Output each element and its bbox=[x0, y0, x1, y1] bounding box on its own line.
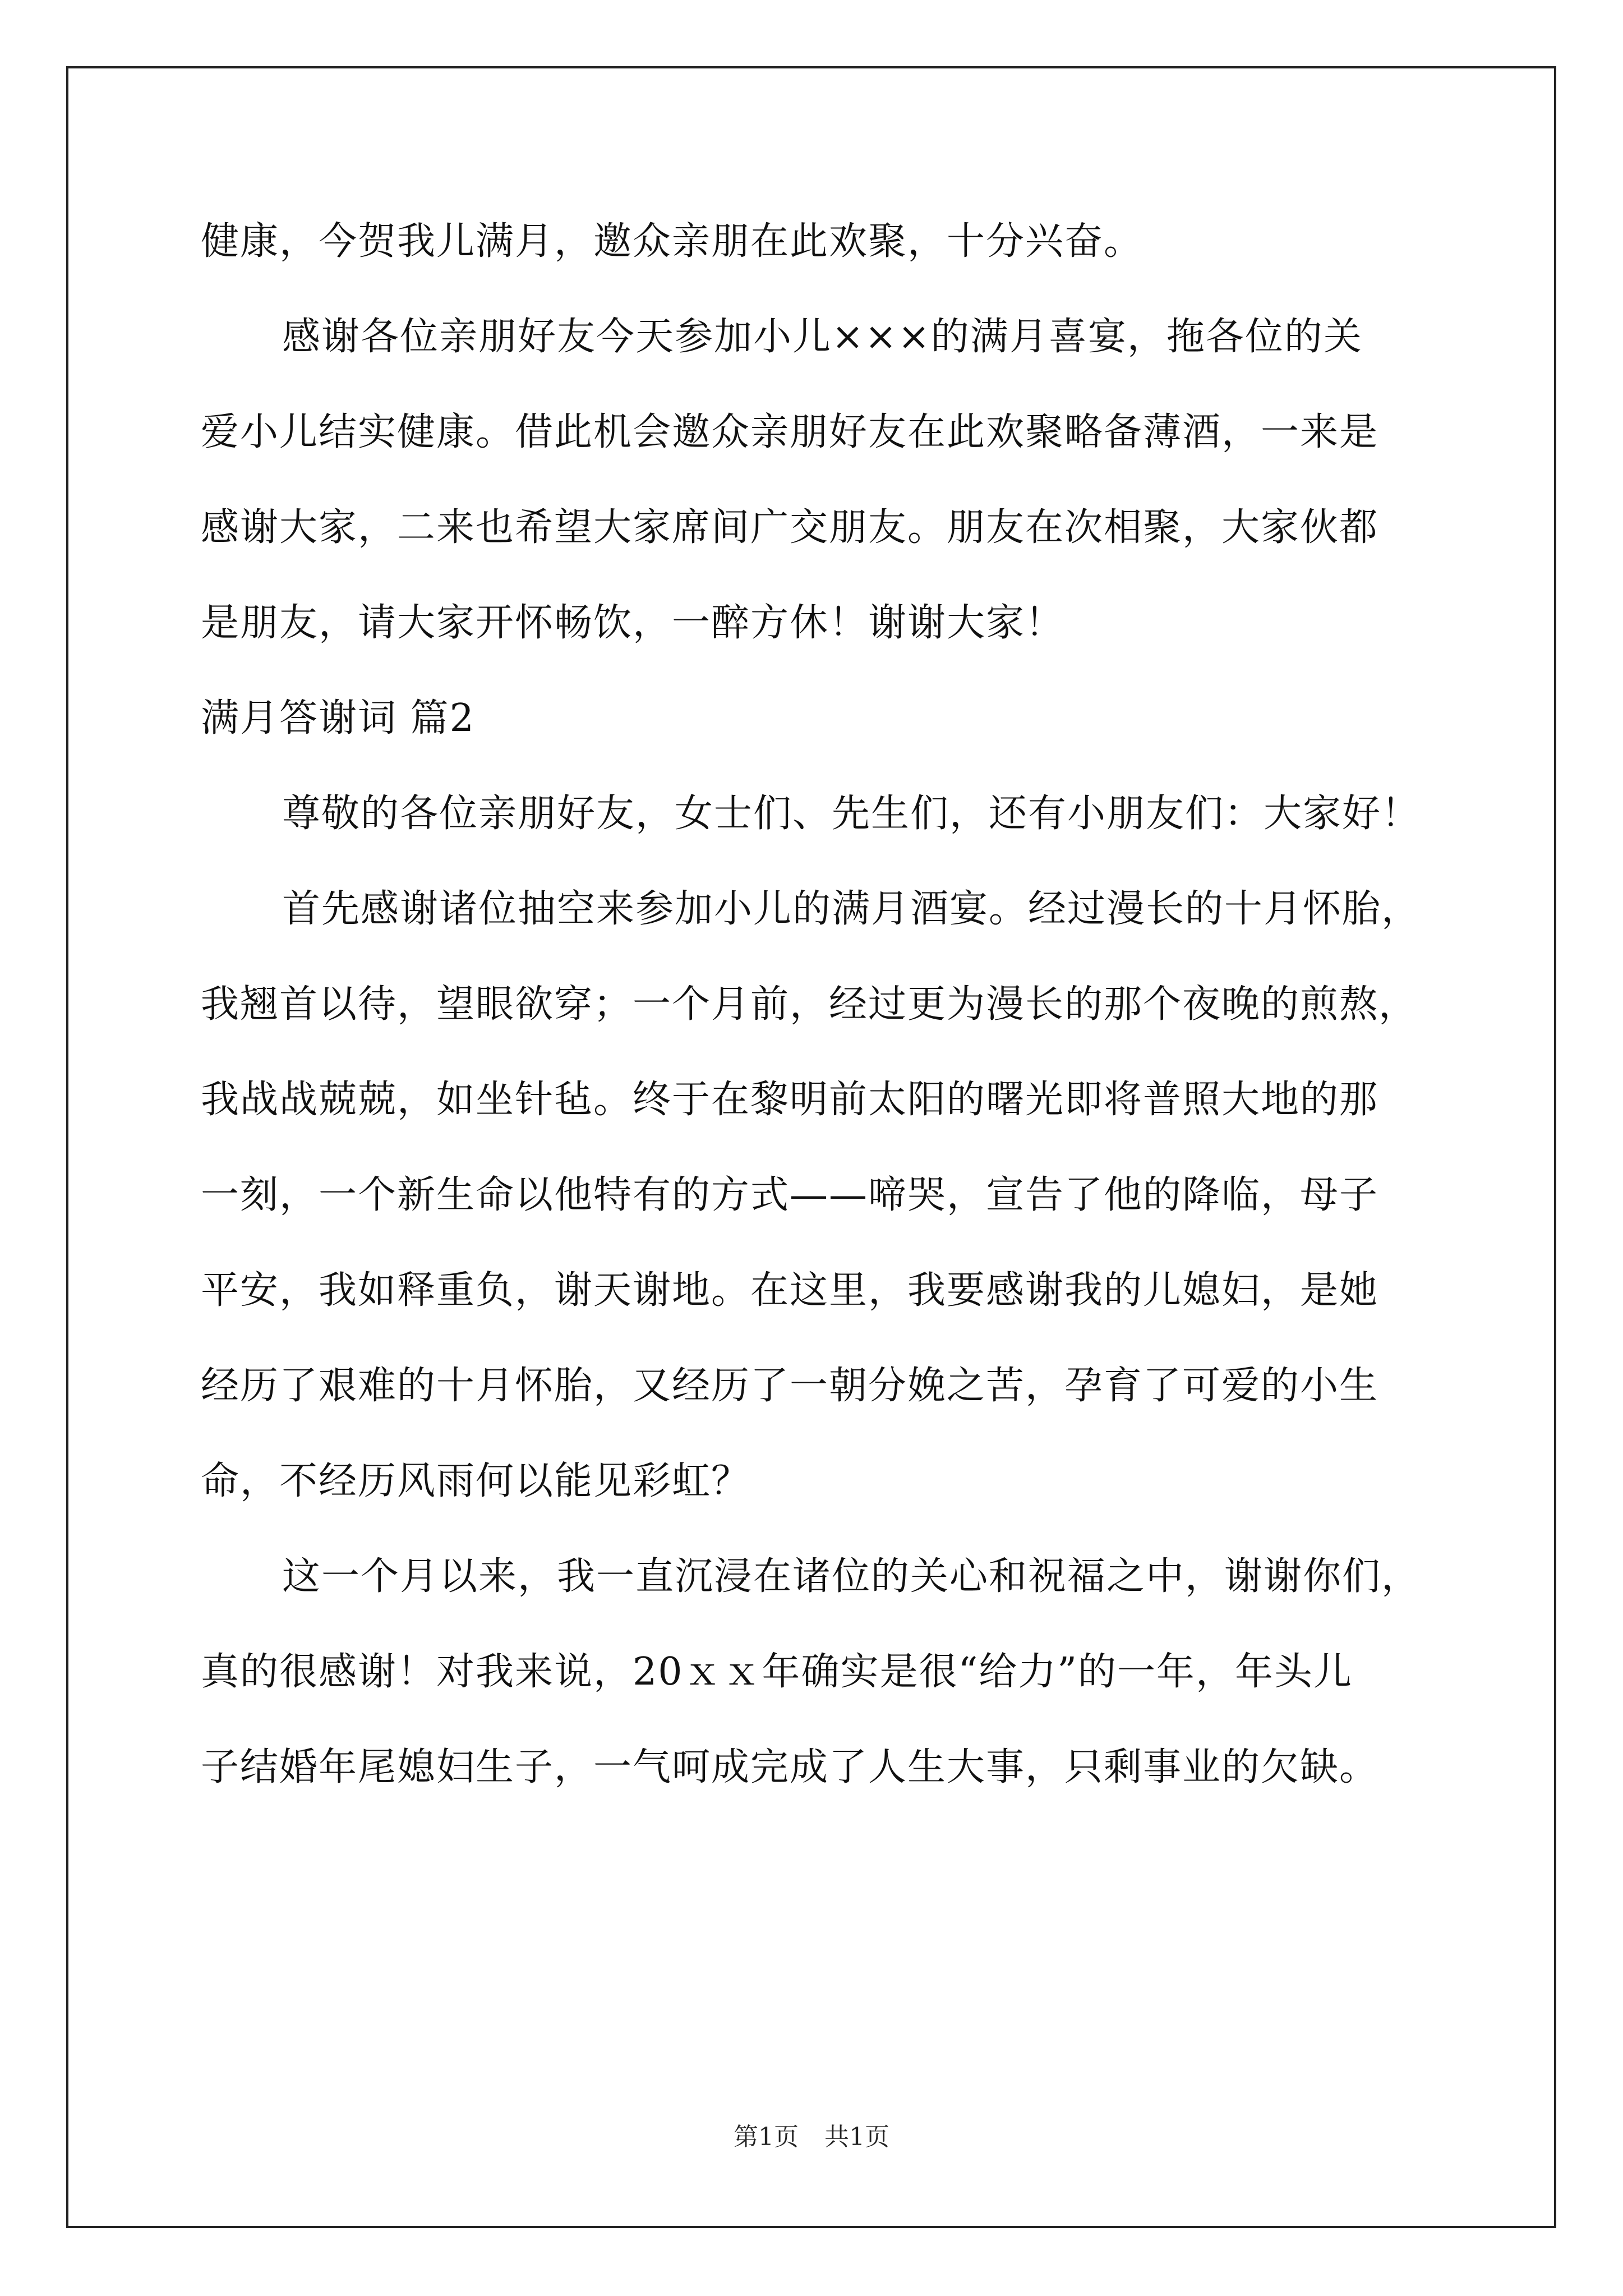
page-total: 共1页 bbox=[824, 2123, 889, 2151]
text-line: 真的很感谢！对我来说，20ｘｘ年确实是很“给力”的一年，年头儿 bbox=[201, 1650, 1353, 1694]
text-line: 健康，今贺我儿满月，邀众亲朋在此欢聚，十分兴奋。 bbox=[201, 219, 1144, 264]
text-line: 经历了艰难的十月怀胎，又经历了一朝分娩之苦，孕育了可爱的小生 bbox=[201, 1364, 1379, 1408]
text-line: 感谢大家，二来也希望大家席间广交朋友。朋友在次相聚，大家伙都 bbox=[201, 505, 1379, 550]
page-number: 第1页 bbox=[734, 2123, 799, 2151]
text-line: 是朋友，请大家开怀畅饮，一醉方休！谢谢大家！ bbox=[201, 601, 1065, 645]
text-line: 我战战兢兢，如坐针毡。终于在黎明前太阳的曙光即将普照大地的那 bbox=[201, 1078, 1379, 1122]
page-footer bbox=[0, 2120, 1623, 2154]
text-line: 一刻，一个新生命以他特有的方式——啼哭，宣告了他的降临，母子 bbox=[201, 1173, 1379, 1217]
document-body bbox=[201, 194, 1435, 1815]
text-line: 尊敬的各位亲朋好友，女士们、先生们，还有小朋友们：大家好！ bbox=[282, 792, 1421, 836]
text-line: 这一个月以来，我一直沉浸在诸位的关心和祝福之中，谢谢你们， bbox=[282, 1554, 1421, 1599]
text-line: 首先感谢诸位抽空来参加小儿的满月酒宴。经过漫长的十月怀胎， bbox=[282, 887, 1421, 931]
text-line: 平安，我如释重负，谢天谢地。在这里，我要感谢我的儿媳妇，是她 bbox=[201, 1268, 1379, 1313]
text-line: 我翘首以待，望眼欲穿；一个月前，经过更为漫长的那个夜晚的煎熬， bbox=[201, 982, 1418, 1027]
section-heading: 满月答谢词 篇2 bbox=[201, 696, 475, 740]
text-line: 子结婚年尾媳妇生子，一气呵成完成了人生大事，只剩事业的欠缺。 bbox=[201, 1745, 1379, 1789]
text-line: 爱小儿结实健康。借此机会邀众亲朋好友在此欢聚略备薄酒，一来是 bbox=[201, 410, 1379, 454]
text-line: 感谢各位亲朋好友今天参加小儿×××的满月喜宴，拖各位的关 bbox=[282, 315, 1363, 359]
text-line: 命，不经历风雨何以能见彩虹？ bbox=[201, 1459, 751, 1503]
